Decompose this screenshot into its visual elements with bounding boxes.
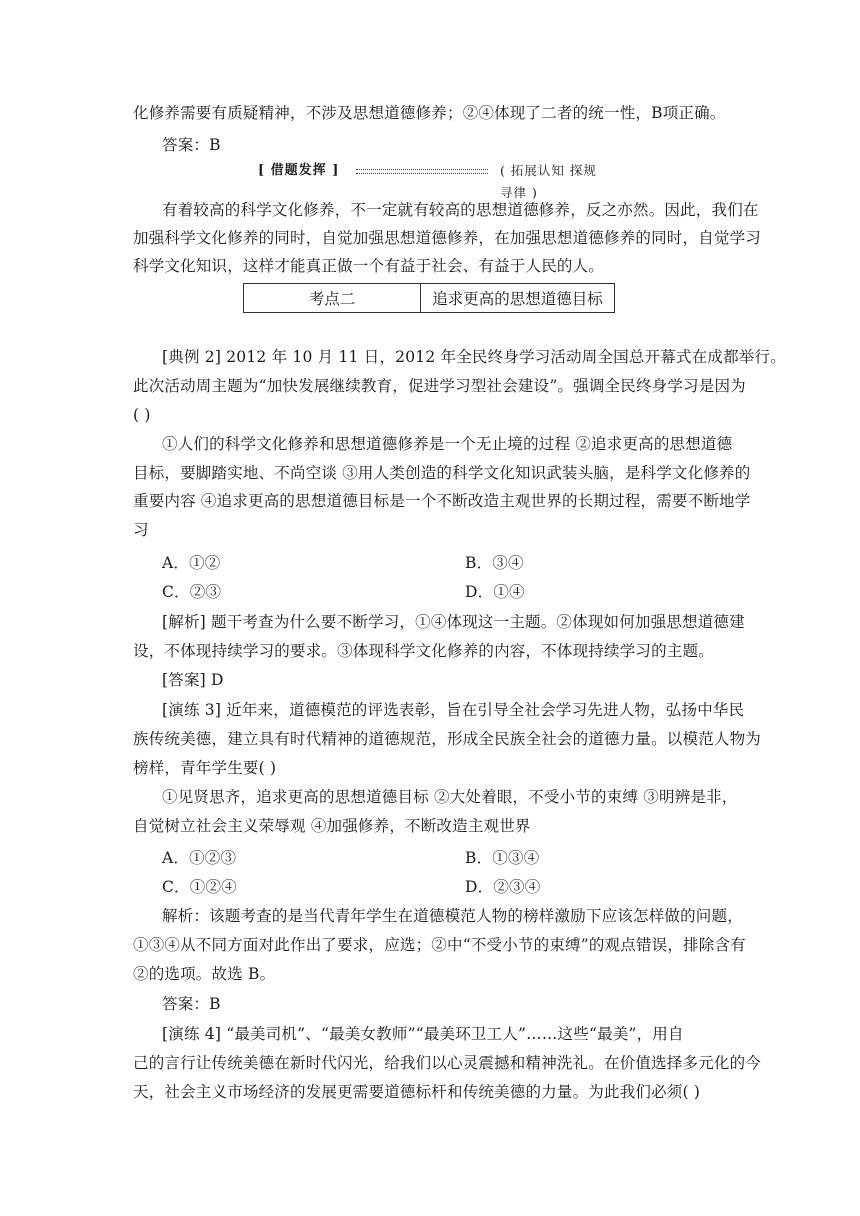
option-a: A．①②③ — [162, 849, 237, 867]
answer-line: 答案：B — [162, 995, 221, 1013]
exercise-line: 族传统美德，建立具有时代精神的道德规范，形成全民族全社会的道德力量。以模范人物为 — [133, 730, 762, 748]
option-b: B．③④ — [465, 554, 524, 572]
option-d: D．②③④ — [465, 878, 541, 896]
exercise-line: 榜样，青年学生要( ) — [133, 759, 277, 777]
option-c: C．②③ — [162, 583, 222, 601]
answer-line: [答案] D — [162, 671, 224, 689]
option-a: A．①② — [162, 554, 221, 572]
answer-line: 答案：B — [162, 136, 221, 154]
para-line: 科学文化知识，这样才能真正做一个有益于社会、有益于人民的人。 — [133, 257, 605, 275]
example-line: 习 — [133, 521, 149, 539]
analysis-line: 设，不体现持续学习的要求。③体现科学文化修养的内容，不体现持续学习的主题。 — [133, 642, 714, 660]
analysis-line: ①③④从不同方面对此作出了要求，应选；②中“不受小节的束缚”的观点错误，排除含有 — [133, 936, 746, 954]
section-banner — [258, 160, 598, 200]
analysis-line: 解析：该题考查的是当代青年学生在道德模范人物的榜样激励下应该怎样做的问题， — [162, 907, 743, 925]
banner-divider — [356, 169, 488, 174]
example-line: [典例 2] 2012 年 10 月 11 日，2012 年全民终身学习活动周全国总开幕式在成都举行。 — [162, 348, 786, 366]
example-line: 此次活动周主题为“加快发展继续教育，促进学习型社会建设”。强调全民终身学习是因为 — [133, 377, 746, 395]
topic-number: 考点二 — [244, 284, 421, 313]
para-line: 加强科学文化修养的同时，自觉加强思想道德修养，在加强思想道德修养的同时，自觉学习 — [133, 229, 762, 247]
example-line: ①人们的科学文化修养和思想道德修养是一个无止境的过程 ②追求更高的思想道德 — [162, 435, 733, 453]
option-d: D．①④ — [465, 583, 525, 601]
exercise-line: 天，社会主义市场经济的发展更需要道德标杆和传统美德的力量。为此我们必须( ) — [133, 1083, 701, 1101]
topic-title: 追求更高的思想道德目标 — [421, 284, 615, 313]
example-line: 重要内容 ④追求更高的思想道德目标是一个不断改造主观世界的长期过程，需要不断地学 — [133, 492, 751, 510]
exercise-line: 己的言行让传统美德在新时代闪光，给我们以心灵震撼和精神洗礼。在价值选择多元化的今 — [133, 1054, 762, 1072]
analysis-line: ②的选项。故选 B。 — [133, 965, 276, 983]
topic-table — [243, 283, 615, 313]
banner-left: [ 借题发挥 ] — [258, 163, 340, 178]
example-line: ( ) — [133, 406, 151, 424]
banner-right: ( 拓展认知 探规寻律 ) — [500, 163, 597, 200]
option-c: C．①②④ — [162, 878, 237, 896]
example-line: 目标，要脚踏实地、不尚空谈 ③用人类创造的科学文化知识武装头脑，是科学文化修养的 — [133, 464, 751, 482]
exercise-line: [演练 4] “最美司机”、“最美女教师”“最美环卫工人”……这些“最美”，用自 — [162, 1025, 684, 1043]
analysis-line: [解析] 题干考查为什么要不断学习，①④体现这一主题。②体现如何加强思想道德建 — [162, 613, 745, 631]
exercise-line: 自觉树立社会主义荣辱观 ④加强修养，不断改造主观世界 — [133, 817, 531, 835]
exercise-line: ①见贤思齐，追求更高的思想道德目标 ②大处着眼，不受小节的束缚 ③明辨是非， — [162, 788, 738, 806]
option-b: B．①③④ — [465, 849, 540, 867]
para-line: 有着较高的科学文化修养，不一定就有较高的思想道德修养，反之亦然。因此，我们在 — [162, 201, 759, 219]
exercise-line: [演练 3] 近年来，道德模范的评选表彰，旨在引导全社会学习先进人物，弘扬中华民 — [162, 701, 745, 719]
text-line: 化修养需要有质疑精神，不涉及思想道德修养；②④体现了二者的统一性，B项正确。 — [133, 104, 726, 122]
